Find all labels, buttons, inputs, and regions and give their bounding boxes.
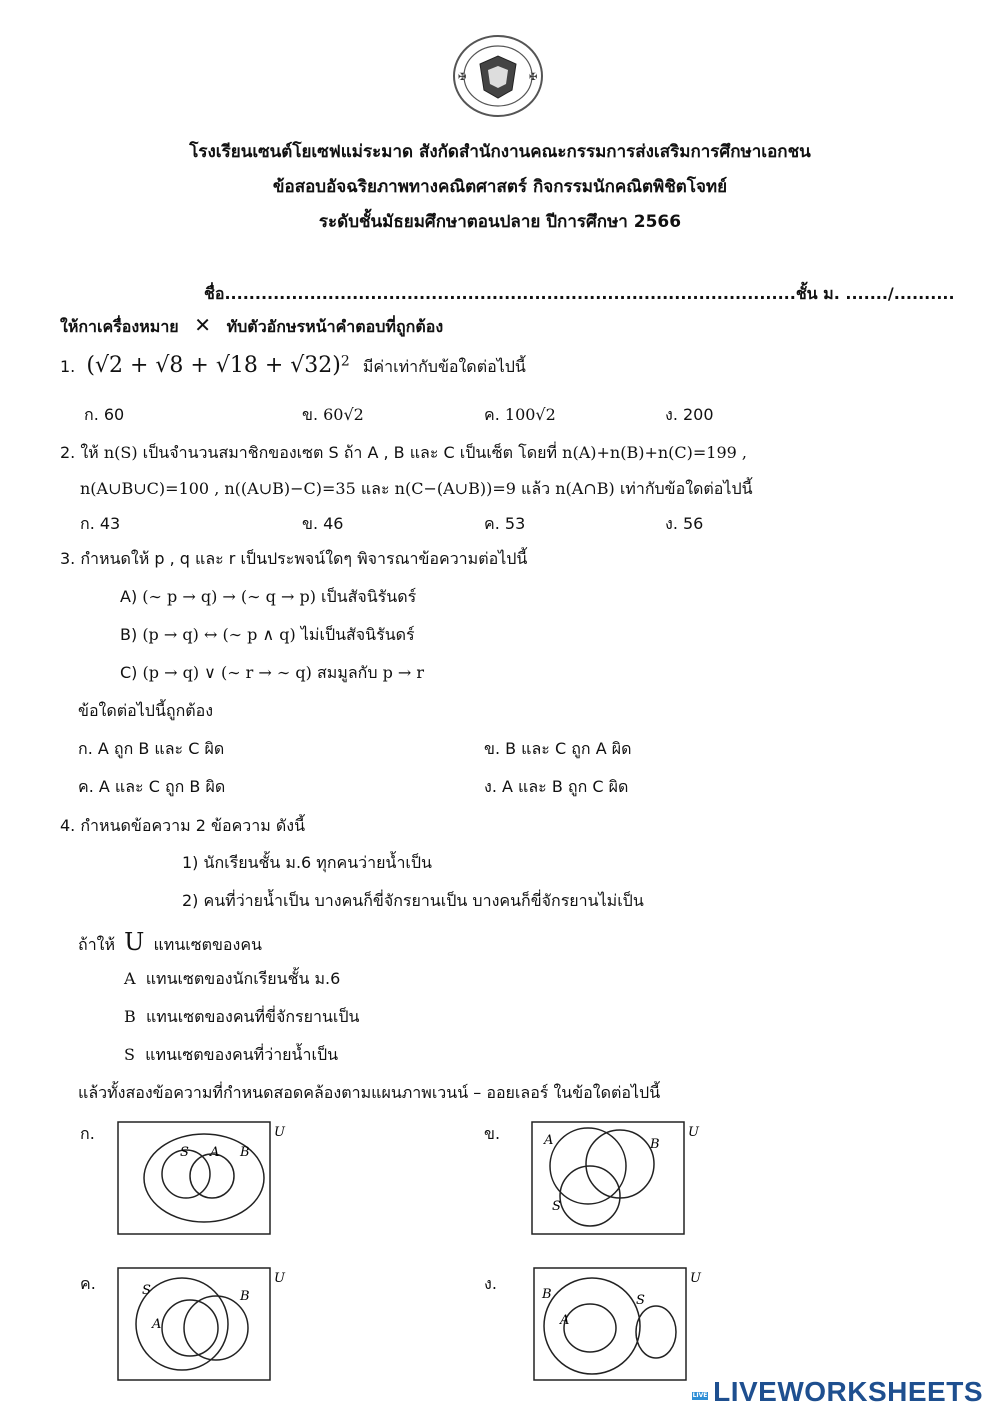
label-s: S [636,1293,645,1308]
q2-option-b[interactable] [302,512,343,537]
option-value: 100√2 [504,405,556,424]
statement-expr: (∼ p → q) → (∼ q → p) [142,587,316,606]
q4-def-s [124,1043,338,1068]
option-value: 60√2 [323,405,364,424]
live-badge-icon: LIVE [692,1392,708,1399]
option-value: 53 [504,514,526,533]
label-s: S [180,1145,189,1160]
q3-option-c[interactable]: ค. A และ C ถูก B ผิด [78,777,226,796]
q1-number: 1. [60,357,76,376]
q1-option-a[interactable] [84,403,124,428]
q2-condition: เป็นจำนวนสมาชิกของเซต S ถ้า A , B และ C เป็นเซ็ต โดยที่ [142,443,558,462]
school-header: โรงเรียนเซนต์โยเซฟแม่ระมาด สังกัดสำนักงานคณะกรรมการส่งเสริมการศึกษาเอกชน [189,142,811,162]
statement-expr-2: p → r [382,663,425,682]
question-2-line-2 [80,477,753,502]
venn-choice-b-label[interactable]: ข. [484,1124,501,1143]
liveworksheets-watermark [692,1376,983,1408]
q3-statement-c [120,661,424,686]
q4-statement-2: 2) คนที่ว่ายน้ำเป็น บางคนก็ขี่จักรยานเป็น บางคนก็ขี่จักรยานไม่เป็น [182,891,644,910]
set-symbol: A [124,969,136,988]
question-4-stem: 4. กำหนดข้อความ 2 ข้อความ ดังนี้ [60,816,306,835]
label-b: B [240,1145,250,1160]
option-label: ก. [84,405,99,424]
label-a: A [560,1313,570,1328]
statement-expr: (p → q) ↔ (∼ p ∧ q) [142,625,296,644]
instruction-suffix: ทับตัวอักษรหน้าคำตอบที่ถูกต้อง [226,317,444,336]
q2-ask: เท่ากับข้อใดต่อไปนี้ [619,479,753,498]
q2-option-c[interactable] [484,512,525,537]
q1-option-b[interactable] [302,403,364,428]
q3-statement-a [120,585,416,610]
q3-option-d[interactable]: ง. A และ B ถูก C ผิด [484,777,629,796]
q3-question: ข้อใดต่อไปนี้ถูกต้อง [78,701,214,720]
set-definition: แทนเซตของนักเรียนชั้น ม.6 [145,969,341,988]
svg-text:✠: ✠ [458,72,467,83]
q4-question: แล้วทั้งสองข้อความที่กำหนดสอดคล้องตามแผนภาพเวนน์ – ออยเลอร์ ในข้อใดต่อไปนี้ [78,1083,661,1102]
q2-sum: n(A)+n(B)+n(C)=199 , [562,443,747,462]
venn-diagram-b[interactable] [530,1120,710,1238]
option-label: ก. [80,514,95,533]
q1-option-c[interactable] [484,403,556,428]
exam-title: ข้อสอบอัจฉริยภาพทางคณิตศาสตร์ กิจกรรมนักคณิตพิชิตโจทย์ [272,177,728,197]
label-b: B [240,1289,250,1304]
label-u: U [690,1271,701,1286]
set-symbol: B [124,1007,136,1026]
option-value: 43 [99,514,121,533]
label-u: U [688,1125,699,1140]
q3-option-a[interactable]: ก. A ถูก B และ C ผิด [78,739,225,758]
set-definition: แทนเซตของคนที่ว่ายน้ำเป็น [145,1045,339,1064]
statement-text: เป็นสัจนิรันดร์ [321,587,417,606]
label-u: U [274,1271,285,1286]
q2-option-a[interactable] [80,512,120,537]
statement-text: ไม่เป็นสัจนิรันดร์ [300,625,415,644]
option-label: ข. [302,514,319,533]
option-value: 200 [683,405,714,424]
q1-expression: (√2 + √8 + √18 + √32) [86,353,341,378]
option-label: ง. [665,514,678,533]
set-symbol: S [124,1045,135,1064]
venn-choice-c-label[interactable]: ค. [80,1274,96,1293]
option-label: ค. [484,405,500,424]
set-definition: แทนเซตของคนที่ขี่จักรยานเป็น [145,1007,360,1026]
option-label: ค. [484,514,500,533]
option-label: ข. [302,405,319,424]
q1-text: มีค่าเท่ากับข้อใดต่อไปนี้ [362,357,526,376]
statement-label: A) [120,587,138,606]
venn-diagram-c[interactable] [116,1266,296,1384]
option-value: 60 [103,405,125,424]
q1-option-d[interactable] [665,403,714,428]
option-value: 56 [683,514,704,533]
label-s: S [552,1199,561,1214]
label-a: A [544,1133,554,1148]
question-2-line-1 [60,441,747,466]
option-label: ง. [665,405,678,424]
label-s: S [142,1283,151,1298]
venn-choice-d-label[interactable]: ง. [484,1274,497,1293]
q4-given-suffix: แทนเซตของคน [153,935,262,954]
q4-given [78,928,262,958]
statement-text: สมมูลกับ [316,663,378,682]
label-u: U [274,1125,285,1140]
q3-option-b[interactable]: ข. B และ C ถูก A ผิด [484,739,632,758]
statement-expr: (p → q) ∨ (∼ r → ∼ q) [142,663,312,682]
venn-diagram-d[interactable] [532,1266,712,1384]
q3-statement-b [120,623,415,648]
exam-level: ระดับชั้นมัธยมศึกษาตอนปลาย ปีการศึกษา 2566 [318,212,682,232]
student-name-field[interactable]: ชื่อ..............................................................................................ชั้น ม. ......./.......... [204,284,955,303]
q4-given-prefix: ถ้าให้ [78,935,116,954]
q2-diff: n(C−(A∪B))=9 [394,479,516,498]
label-b: B [542,1287,552,1302]
school-logo [450,34,546,118]
label-a: A [210,1145,220,1160]
option-value: 46 [323,514,344,533]
x-mark-icon: ✕ [194,313,212,337]
q1-exponent: 2 [340,353,350,370]
venn-diagram-a[interactable] [116,1120,296,1238]
instruction [60,313,443,340]
statement-label: C) [120,663,138,682]
q2-then: แล้ว [521,479,551,498]
q2-union: n(A∪B∪C)=100 , n((A∪B)−C)=35 [80,479,356,498]
liveworksheets-brand: LIVEWORKSHEETS [713,1376,984,1407]
q4-def-b [124,1005,359,1030]
q4-statement-1: 1) นักเรียนชั้น ม.6 ทุกคนว่ายน้ำเป็น [182,853,432,872]
statement-label: B) [120,625,138,644]
question-1 [60,353,526,380]
q2-intro: 2. ให้ [60,443,99,462]
universal-set-symbol: U [124,928,145,956]
q2-intersection: n(A∩B) [555,479,615,498]
q4-def-a [124,967,340,992]
q2-option-d[interactable] [665,512,703,537]
label-b: B [650,1137,660,1152]
venn-choice-a-label[interactable]: ก. [80,1124,95,1143]
svg-text:✠: ✠ [529,72,538,83]
q2-and: และ [360,479,390,498]
label-a: A [152,1317,162,1332]
q2-ns: n(S) [103,443,138,462]
instruction-prefix: ให้กาเครื่องหมาย [60,317,179,336]
question-3-stem: 3. กำหนดให้ p , q และ r เป็นประพจน์ใดๆ พิจารณาข้อความต่อไปนี้ [60,549,528,568]
